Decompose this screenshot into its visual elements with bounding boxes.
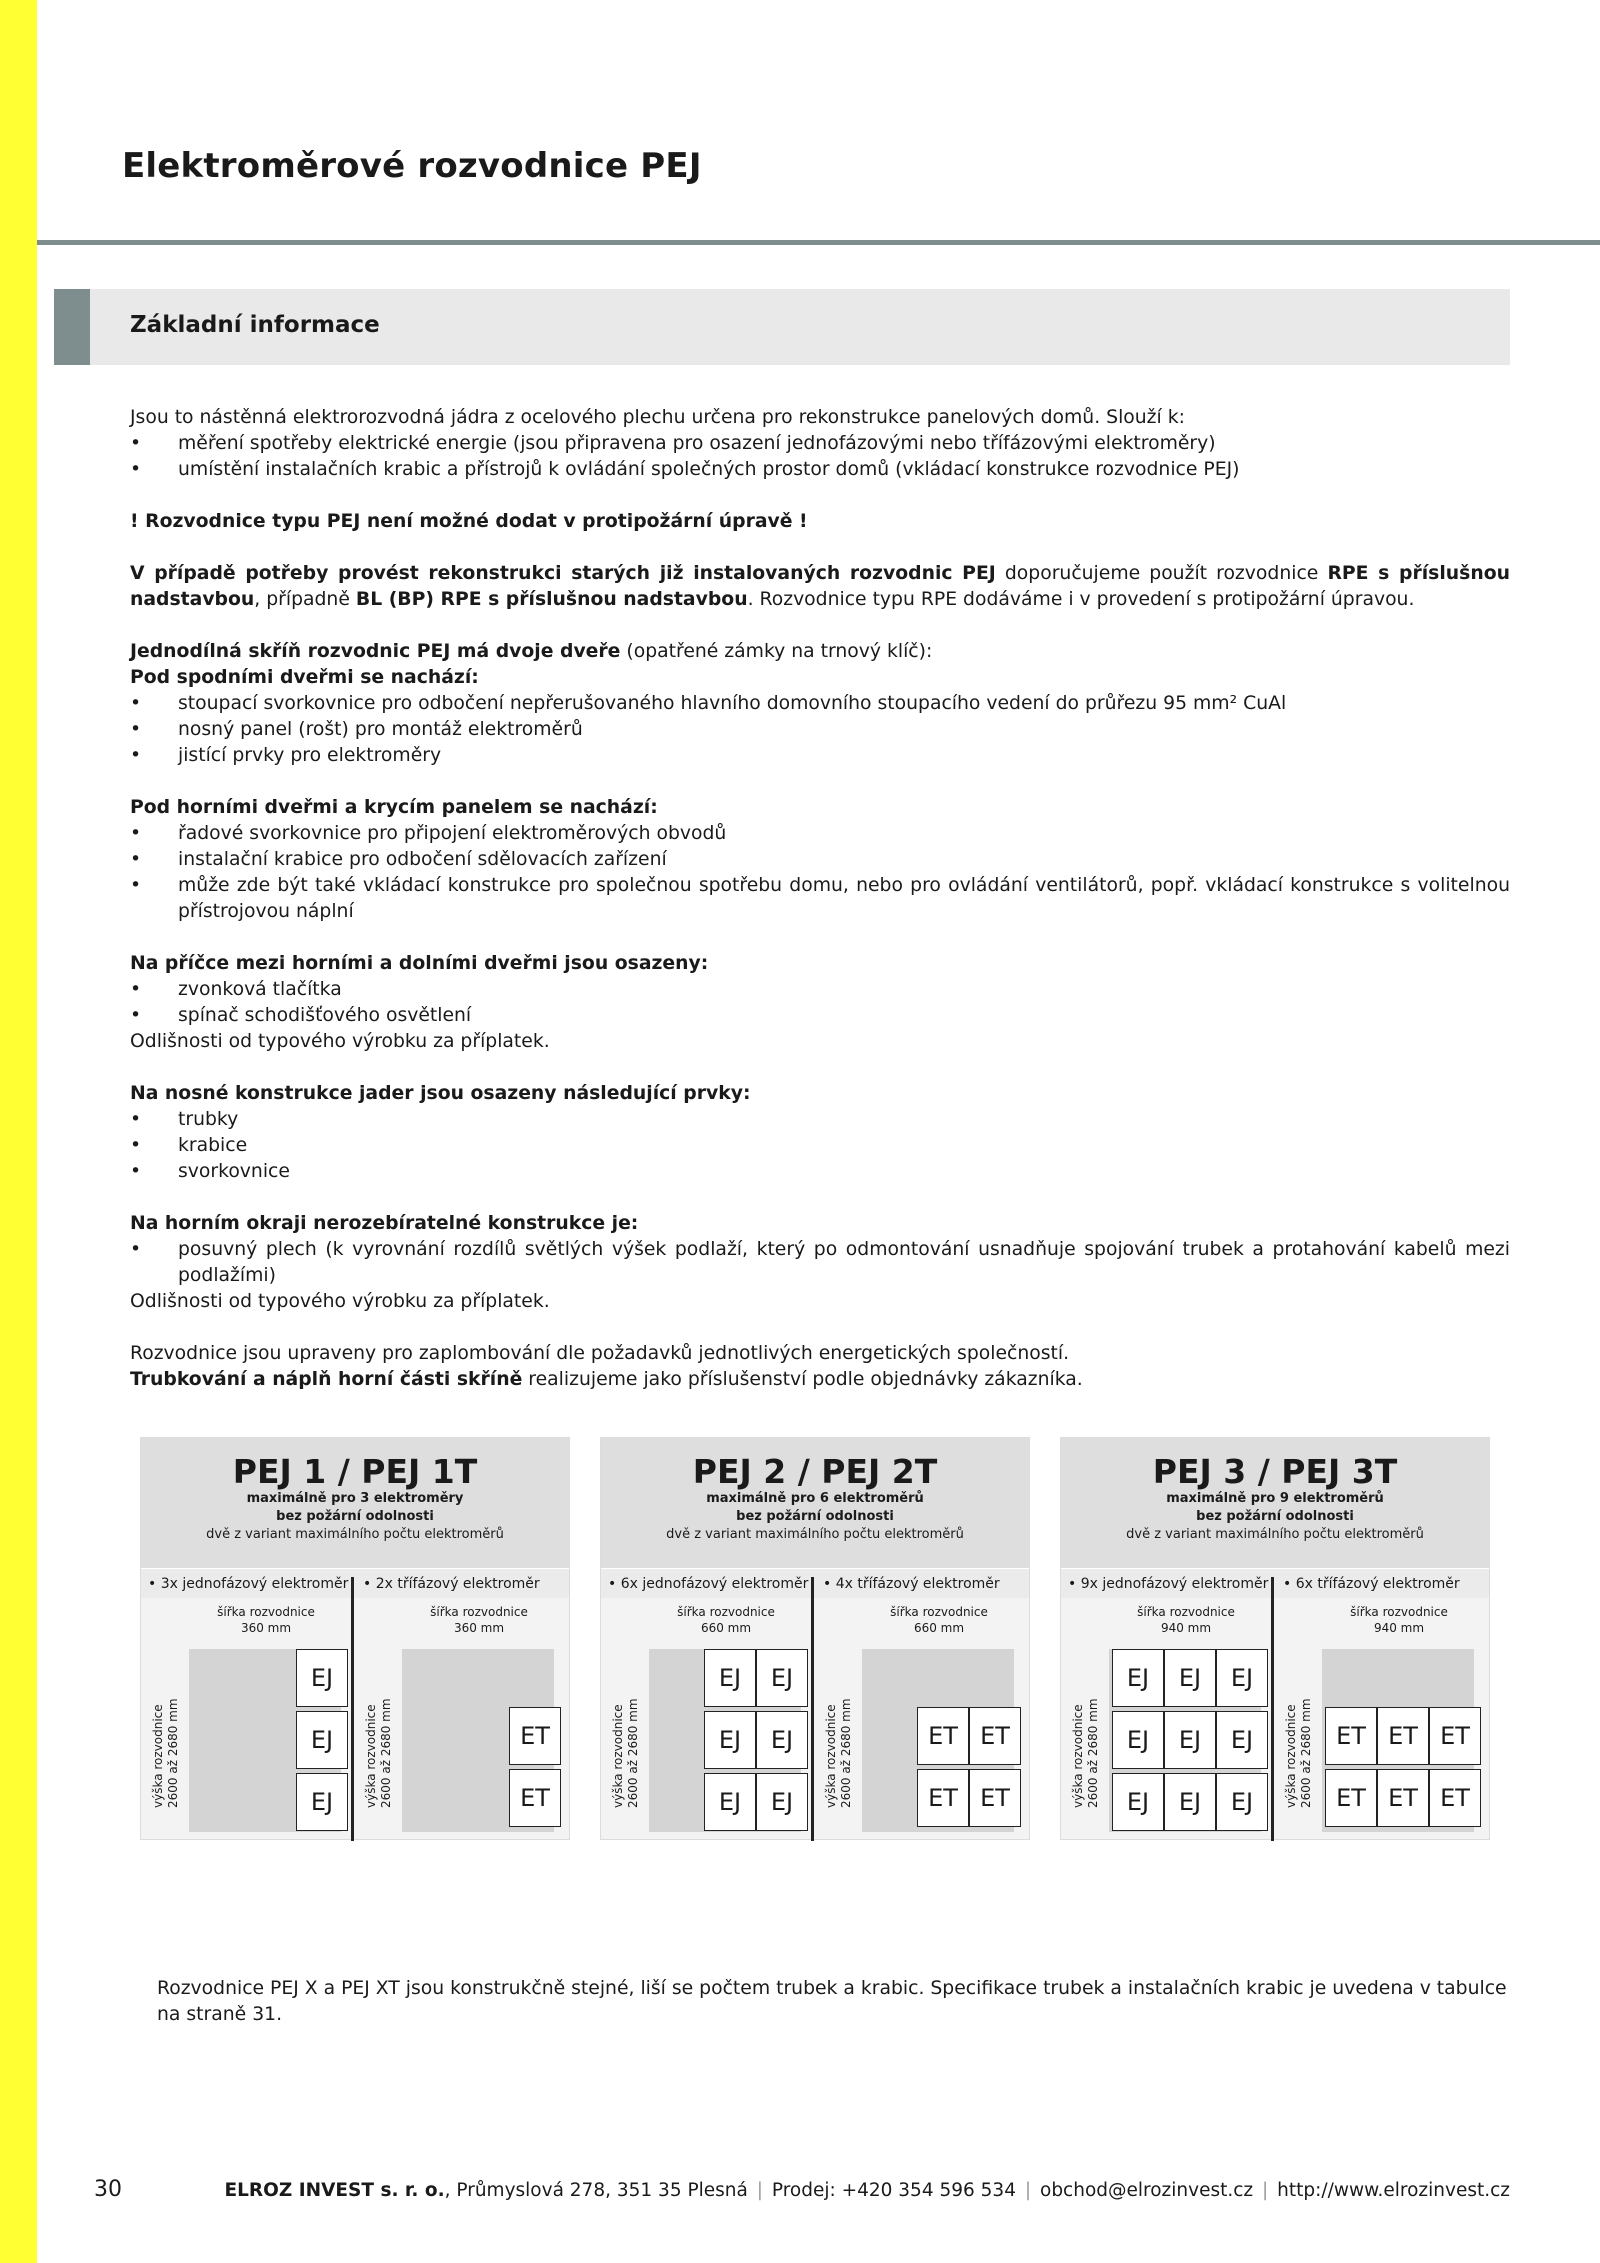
meter-slot: EJ — [1216, 1711, 1268, 1769]
variant-divider — [351, 1577, 354, 1599]
meter-slot: EJ — [1112, 1649, 1164, 1707]
meter-slot: EJ — [1112, 1711, 1164, 1769]
height-caption: výška rozvodnice — [611, 1704, 625, 1808]
top-edge-list — [130, 1237, 1510, 1289]
card-variants-note: dvě z variant maximálního počtu elektroměrů — [1126, 1527, 1424, 1542]
variant-single-phase: • 6x jednofázový elektroměr — [608, 1576, 809, 1592]
upper-list — [130, 821, 1510, 925]
meter-slot: EJ — [704, 1711, 756, 1769]
height-label — [151, 1688, 181, 1808]
list-item: • stoupací svorkovnice pro odbočení nepřerušovaného hlavního domovního stoupacího vedení do průřezu 95 mm² CuAl — [130, 691, 1510, 717]
lower-list — [130, 691, 1510, 769]
meter-slot: ET — [509, 1707, 561, 1765]
meter-slot: EJ — [296, 1773, 348, 1831]
footnote: Rozvodnice PEJ X a PEJ XT jsou konstrukčně stejné, liší se počtem trubek a krabic. Specifikace trubek a instalačních krabic je uvedena v tabulce na straně 31. — [157, 1978, 1507, 2025]
list-item: • instalační krabice pro odbočení sdělovacích zařízení — [130, 847, 1510, 873]
company-name: ELROZ INVEST s. r. o. — [224, 2180, 445, 2201]
height-caption: výška rozvodnice — [1284, 1704, 1298, 1808]
partition-heading: Na příčce mezi horními a dolními dveřmi jsou osazeny: — [130, 953, 709, 974]
column-divider — [1271, 1598, 1274, 1841]
column-divider — [811, 1598, 814, 1841]
surcharge-note: Odlišnosti od typového výrobku za příplatek. — [130, 1031, 550, 1052]
website-link[interactable]: http://www.elrozinvest.cz — [1277, 2180, 1510, 2201]
list-item: • trubky — [130, 1107, 1510, 1133]
sales-phone: Prodej: +420 354 596 534 — [771, 2180, 1016, 2201]
carrier-heading: Na nosné konstrukce jader jsou osazeny následující prvky: — [130, 1083, 751, 1104]
variant-row — [1061, 1568, 1489, 1598]
meter-slot: ET — [1325, 1769, 1377, 1827]
top-edge-heading: Na horním okraji nerozebíratelné konstrukce je: — [130, 1213, 639, 1234]
meter-slot: ET — [917, 1707, 969, 1765]
product-card — [140, 1437, 570, 1840]
meter-slot: EJ — [756, 1711, 808, 1769]
width-caption: šířka rozvodnice — [1350, 1605, 1448, 1619]
card-header — [601, 1438, 1029, 1568]
card-title: PEJ 1 / PEJ 1T — [232, 1452, 478, 1491]
list-item: • spínač schodišťového osvětlení — [130, 1003, 1510, 1029]
card-capacity: maximálně pro 6 elektroměrů — [706, 1491, 924, 1506]
list-item: • posuvný plech (k vyrovnání rozdílů světlých výšek podlaží, který po odmontování usnadňuje spojování trubek a protahování kabelů mezi podlažími) — [130, 1237, 1510, 1289]
meter-slot: ET — [917, 1769, 969, 1827]
lower-heading: Pod spodními dveřmi se nachází: — [130, 667, 479, 688]
section-header — [54, 289, 1510, 365]
height-value: 2600 až 2680 mm — [1299, 1698, 1313, 1808]
card-variants-note: dvě z variant maximálního počtu elektroměrů — [206, 1527, 504, 1542]
list-item: • řadové svorkovnice pro připojení elektroměrových obvodů — [130, 821, 1510, 847]
surcharge-note: Odlišnosti od typového výrobku za příplatek. — [130, 1291, 550, 1312]
column-divider — [351, 1598, 354, 1841]
height-value: 2600 až 2680 mm — [379, 1698, 393, 1808]
meter-slot: EJ — [704, 1649, 756, 1707]
card-fire-rating: bez požární odolnosti — [276, 1509, 434, 1524]
intro-text: Jsou to nástěnná elektrorozvodná jádra z ocelového plechu určena pro rekonstrukce panelových domů. Slouží k: — [130, 407, 1185, 428]
meter-slot: EJ — [756, 1773, 808, 1831]
list-item: • krabice — [130, 1133, 1510, 1159]
height-label — [1284, 1688, 1314, 1808]
width-label — [854, 1604, 1024, 1636]
height-label — [611, 1688, 641, 1808]
width-caption: šířka rozvodnice — [1137, 1605, 1235, 1619]
card-capacity: maximálně pro 3 elektroměry — [246, 1491, 464, 1506]
variant-single-phase: • 9x jednofázový elektroměr — [1068, 1576, 1269, 1592]
width-value: 360 mm — [453, 1621, 505, 1635]
width-label — [394, 1604, 564, 1636]
meter-slot: ET — [1429, 1769, 1481, 1827]
width-label — [1314, 1604, 1484, 1636]
height-caption: výška rozvodnice — [364, 1704, 378, 1808]
upper-heading: Pod horními dveřmi a krycím panelem se nachází: — [130, 797, 658, 818]
meter-slot: ET — [1325, 1707, 1377, 1765]
width-caption: šířka rozvodnice — [430, 1605, 528, 1619]
list-item: • může zde být také vkládací konstrukce pro společnou spotřebu domu, nebo pro ovládání ventilátorů, popř. vkládací konstrukce s volitelnou přístrojovou náplní — [130, 873, 1510, 925]
variant-three-phase: • 2x třífázový elektroměr — [363, 1576, 540, 1592]
meter-slot: ET — [509, 1769, 561, 1827]
card-variants-note: dvě z variant maximálního počtu elektroměrů — [666, 1527, 964, 1542]
doors-text: Jednodílná skříň rozvodnic PEJ má dvoje dveře (opatřené zámky na trnový klíč): — [130, 641, 933, 662]
width-label — [641, 1604, 811, 1636]
height-label — [1071, 1688, 1101, 1808]
card-capacity: maximálně pro 9 elektroměrů — [1166, 1491, 1384, 1506]
email-link[interactable]: obchod@elrozinvest.cz — [1040, 2180, 1254, 2201]
height-label — [824, 1688, 854, 1808]
height-caption: výška rozvodnice — [151, 1704, 165, 1808]
carrier-list — [130, 1107, 1510, 1185]
meter-slot: EJ — [1164, 1711, 1216, 1769]
height-caption: výška rozvodnice — [1071, 1704, 1085, 1808]
width-value: 940 mm — [1160, 1621, 1212, 1635]
product-card — [600, 1437, 1030, 1840]
card-fire-rating: bez požární odolnosti — [736, 1509, 894, 1524]
main-content — [130, 405, 1510, 1393]
list-item: • umístění instalačních krabic a přístrojů k ovládání společných prostor domů (vkládací konstrukce rozvodnice PEJ) — [130, 457, 1510, 483]
height-caption: výška rozvodnice — [824, 1704, 838, 1808]
side-accent-bar — [0, 0, 37, 2263]
partition-list — [130, 977, 1510, 1029]
list-item: • nosný panel (rošt) pro montáž elektroměrů — [130, 717, 1510, 743]
card-title: PEJ 2 / PEJ 2T — [692, 1452, 938, 1491]
recommendation-text: V případě potřeby provést rekonstrukci starých již instalovaných rozvodnic PEJ doporučujeme použít rozvodnice RPE s příslušnou nadstavbou, případně BL (BP) RPE s příslušnou nadstavbou. Rozvodnice typu RPE dodáváme i v provedení s protipožární úpravou. — [130, 563, 1510, 610]
card-fire-rating: bez požární odolnosti — [1196, 1509, 1354, 1524]
height-value: 2600 až 2680 mm — [166, 1698, 180, 1808]
height-value: 2600 až 2680 mm — [1086, 1698, 1100, 1808]
height-value: 2600 až 2680 mm — [626, 1698, 640, 1808]
meter-slot: ET — [969, 1707, 1021, 1765]
variant-divider — [811, 1577, 814, 1599]
company-address: , Průmyslová 278, 351 35 Plesná — [444, 2180, 748, 2201]
meter-slot: EJ — [1216, 1649, 1268, 1707]
card-header — [1061, 1438, 1489, 1568]
width-label — [1101, 1604, 1271, 1636]
width-caption: šířka rozvodnice — [890, 1605, 988, 1619]
meter-slot: EJ — [756, 1649, 808, 1707]
meter-slot: EJ — [1216, 1773, 1268, 1831]
product-card — [1060, 1437, 1490, 1840]
section-accent — [54, 289, 90, 365]
list-item: • zvonková tlačítka — [130, 977, 1510, 1003]
meter-slot: ET — [1377, 1769, 1429, 1827]
variant-three-phase: • 4x třífázový elektroměr — [823, 1576, 1000, 1592]
variant-single-phase: • 3x jednofázový elektroměr — [148, 1576, 349, 1592]
width-value: 360 mm — [240, 1621, 292, 1635]
meter-slot: EJ — [1164, 1649, 1216, 1707]
sealing-text: Rozvodnice jsou upraveny pro zaplombování dle požadavků jednotlivých energetických společností. — [130, 1343, 1070, 1364]
variant-three-phase: • 6x třífázový elektroměr — [1283, 1576, 1460, 1592]
width-value: 660 mm — [913, 1621, 965, 1635]
meter-slot: EJ — [296, 1711, 348, 1769]
list-item: • svorkovnice — [130, 1159, 1510, 1185]
intro-list — [130, 431, 1510, 483]
width-value: 660 mm — [700, 1621, 752, 1635]
meter-slot: EJ — [1112, 1773, 1164, 1831]
width-label — [181, 1604, 351, 1636]
meter-slot: ET — [969, 1769, 1021, 1827]
height-value: 2600 až 2680 mm — [839, 1698, 853, 1808]
variant-row — [141, 1568, 569, 1598]
page-number: 30 — [94, 2177, 122, 2202]
variant-divider — [1271, 1577, 1274, 1599]
warning-text: ! Rozvodnice typu PEJ není možné dodat v protipožární úpravě ! — [130, 511, 808, 532]
width-caption: šířka rozvodnice — [217, 1605, 315, 1619]
list-item: • jistící prvky pro elektroměry — [130, 743, 1510, 769]
title-divider — [37, 240, 1600, 245]
section-title: Základní informace — [130, 312, 380, 338]
meter-slot: ET — [1377, 1707, 1429, 1765]
height-label — [364, 1688, 394, 1808]
meter-slot: ET — [1429, 1707, 1481, 1765]
page-title: Elektroměrové rozvodnice PEJ — [122, 146, 702, 186]
card-header — [141, 1438, 569, 1568]
footer: ELROZ INVEST s. r. o., Průmyslová 278, 351 35 Plesná | Prodej: +420 354 596 534 | obchod@elrozinvest.cz | http://www.elrozinvest.cz — [224, 2180, 1510, 2201]
meter-slot: EJ — [704, 1773, 756, 1831]
width-value: 940 mm — [1373, 1621, 1425, 1635]
width-caption: šířka rozvodnice — [677, 1605, 775, 1619]
piping-text: Trubkování a náplň horní části skříně realizujeme jako příslušenství podle objednávky zákazníka. — [130, 1369, 1083, 1390]
product-cards — [140, 1437, 1490, 1840]
meter-slot: EJ — [296, 1649, 348, 1707]
card-title: PEJ 3 / PEJ 3T — [1152, 1452, 1398, 1491]
list-item: • měření spotřeby elektrické energie (jsou připravena pro osazení jednofázovými nebo třífázovými elektroměry) — [130, 431, 1510, 457]
meter-slot: EJ — [1164, 1773, 1216, 1831]
variant-row — [601, 1568, 1029, 1598]
